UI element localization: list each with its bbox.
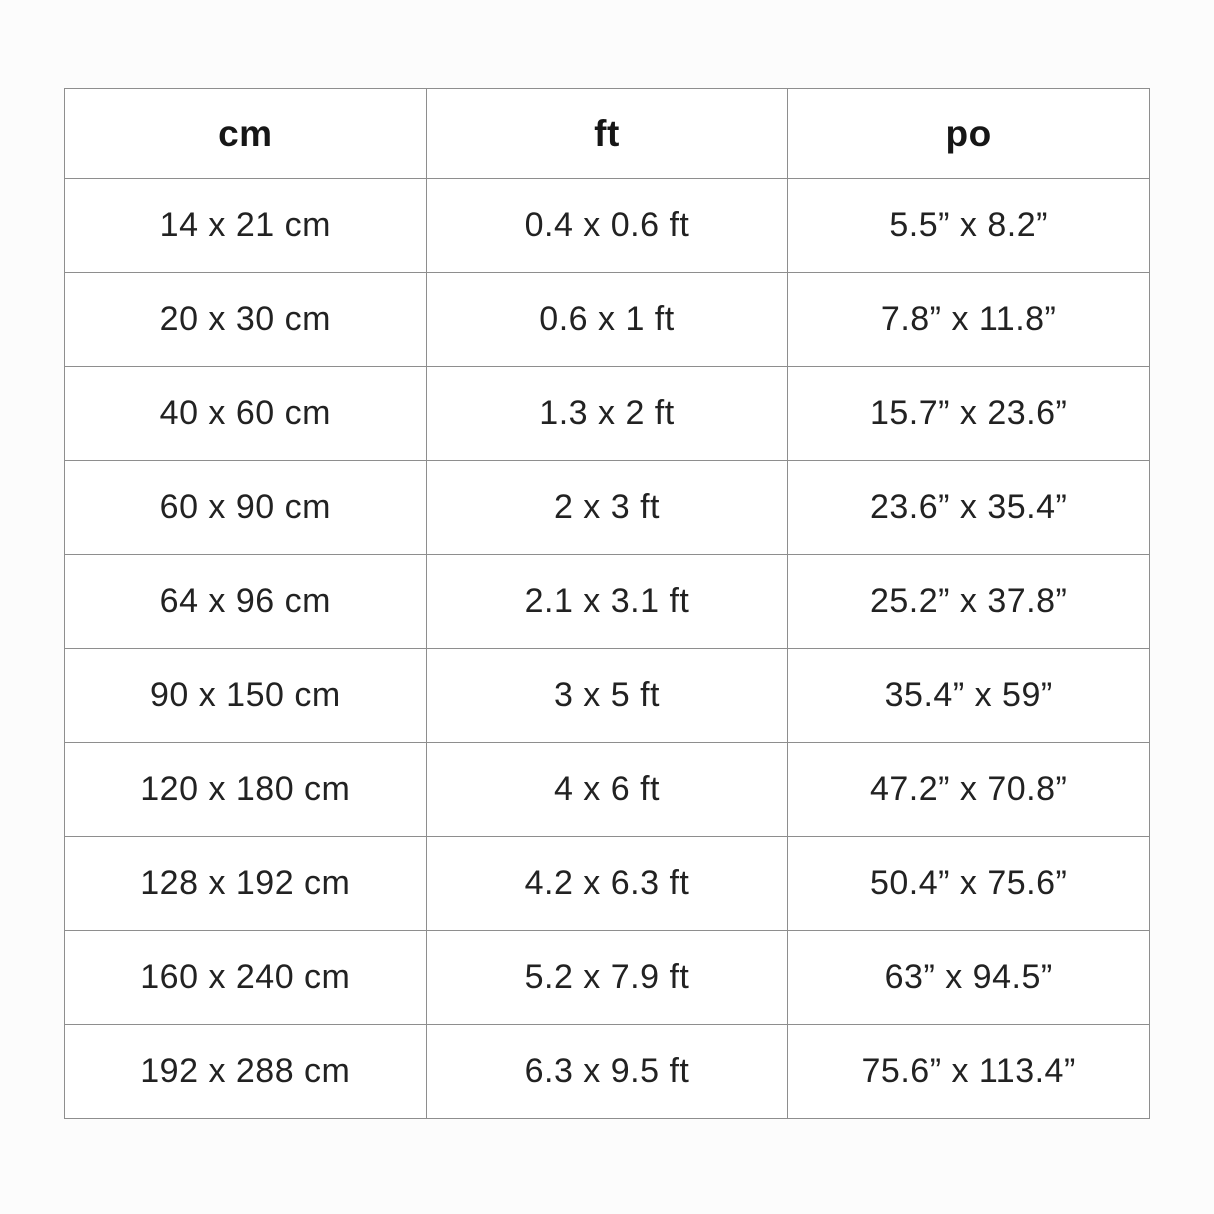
table-cell: 0.4 x 0.6 ft bbox=[426, 179, 788, 273]
table-row bbox=[65, 555, 1150, 649]
table-cell: 5.5” x 8.2” bbox=[788, 179, 1150, 273]
table-cell: 23.6” x 35.4” bbox=[788, 461, 1150, 555]
table-cell: 192 x 288 cm bbox=[65, 1025, 427, 1119]
table-cell: 160 x 240 cm bbox=[65, 931, 427, 1025]
header-row bbox=[65, 89, 1150, 179]
table-cell: 6.3 x 9.5 ft bbox=[426, 1025, 788, 1119]
table-cell: 4.2 x 6.3 ft bbox=[426, 837, 788, 931]
table-cell: 1.3 x 2 ft bbox=[426, 367, 788, 461]
table-row bbox=[65, 743, 1150, 837]
table-cell: 47.2” x 70.8” bbox=[788, 743, 1150, 837]
table-cell: 75.6” x 113.4” bbox=[788, 1025, 1150, 1119]
table-cell: 64 x 96 cm bbox=[65, 555, 427, 649]
header-cell-ft: ft bbox=[426, 89, 788, 179]
table-cell: 2 x 3 ft bbox=[426, 461, 788, 555]
table-row bbox=[65, 179, 1150, 273]
table-cell: 0.6 x 1 ft bbox=[426, 273, 788, 367]
table-cell: 40 x 60 cm bbox=[65, 367, 427, 461]
table-row bbox=[65, 273, 1150, 367]
table-row bbox=[65, 931, 1150, 1025]
table-cell: 5.2 x 7.9 ft bbox=[426, 931, 788, 1025]
table-cell: 7.8” x 11.8” bbox=[788, 273, 1150, 367]
table-row bbox=[65, 837, 1150, 931]
table-cell: 20 x 30 cm bbox=[65, 273, 427, 367]
size-conversion-table bbox=[64, 88, 1150, 1119]
table-cell: 120 x 180 cm bbox=[65, 743, 427, 837]
table-cell: 4 x 6 ft bbox=[426, 743, 788, 837]
table-row bbox=[65, 367, 1150, 461]
table-cell: 90 x 150 cm bbox=[65, 649, 427, 743]
table-row bbox=[65, 1025, 1150, 1119]
header-cell-po: po bbox=[788, 89, 1150, 179]
table-cell: 25.2” x 37.8” bbox=[788, 555, 1150, 649]
table-cell: 14 x 21 cm bbox=[65, 179, 427, 273]
header-cell-cm: cm bbox=[65, 89, 427, 179]
table-cell: 2.1 x 3.1 ft bbox=[426, 555, 788, 649]
table-cell: 3 x 5 ft bbox=[426, 649, 788, 743]
table-cell: 50.4” x 75.6” bbox=[788, 837, 1150, 931]
table-row bbox=[65, 461, 1150, 555]
table-header bbox=[65, 89, 1150, 179]
table-cell: 60 x 90 cm bbox=[65, 461, 427, 555]
table-cell: 128 x 192 cm bbox=[65, 837, 427, 931]
table-cell: 35.4” x 59” bbox=[788, 649, 1150, 743]
table-row bbox=[65, 649, 1150, 743]
table-cell: 15.7” x 23.6” bbox=[788, 367, 1150, 461]
table-body bbox=[65, 179, 1150, 1119]
table-cell: 63” x 94.5” bbox=[788, 931, 1150, 1025]
